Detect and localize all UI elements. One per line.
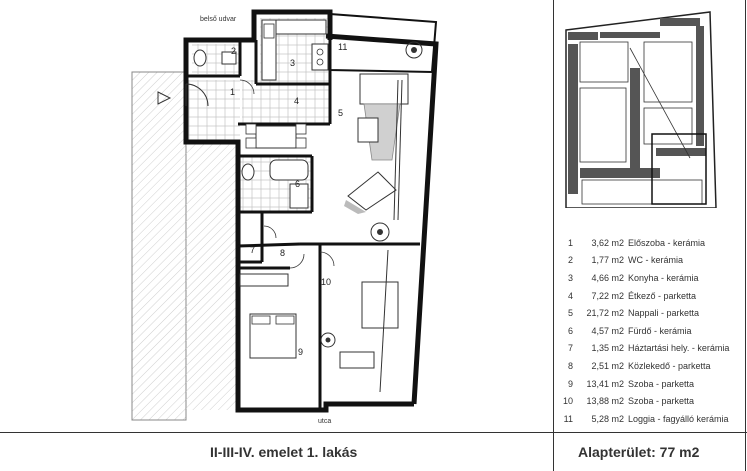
legend-num: 10 — [562, 396, 573, 407]
legend-area: 5,28 m2 — [591, 413, 624, 424]
room-number-2: 2 — [231, 46, 237, 56]
room-number-11: 11 — [338, 42, 348, 52]
frame-vertical-divider — [553, 0, 554, 471]
legend-num: 9 — [567, 378, 573, 389]
courtyard-label: belső udvar — [200, 16, 237, 23]
legend-area: 1,77 m2 — [591, 255, 624, 266]
legend-num: 4 — [567, 290, 573, 301]
neighbour-block-hatch — [132, 72, 186, 420]
frame-horizontal-divider — [0, 432, 747, 433]
frame-right-edge — [745, 0, 746, 471]
legend-num: 1 — [567, 237, 573, 248]
armchair — [358, 118, 378, 142]
room-legend — [560, 234, 742, 428]
legend-desc: Közlekedő - parketta — [628, 360, 711, 371]
legend-area: 4,57 m2 — [591, 325, 624, 336]
legend-desc: Előszoba - kerámia — [628, 237, 706, 248]
legend-row — [560, 269, 742, 287]
room-number-1: 1 — [230, 87, 236, 97]
legend-area: 3,62 m2 — [591, 237, 624, 248]
legend-area: 13,88 m2 — [586, 396, 624, 407]
legend-area: 7,22 m2 — [591, 290, 624, 301]
legend-desc: Háztartási hely. - kerámia — [628, 343, 730, 354]
kitchen-counter-top — [276, 20, 326, 34]
legend-row — [560, 392, 742, 410]
room-number-10: 10 — [321, 277, 332, 287]
bath-toilet — [242, 164, 254, 180]
sofa-living — [360, 74, 408, 104]
lounge-chair — [348, 172, 396, 210]
legend-desc: Étkező - parketta — [628, 290, 697, 301]
apartment-title: II-III-IV. emelet 1. lakás — [210, 444, 358, 460]
legend-row — [560, 357, 742, 375]
total-area: Alapterület: 77 m2 — [578, 444, 700, 460]
dining-table — [256, 126, 296, 148]
wardrobe-room-9 — [240, 274, 288, 286]
bed-room-10 — [362, 282, 398, 328]
site-plan-thumbnail — [560, 8, 720, 208]
room-number-8: 8 — [280, 248, 286, 258]
legend-num: 5 — [567, 308, 573, 319]
stove — [312, 44, 328, 70]
legend-row — [560, 375, 742, 393]
legend-desc: Szoba - parketta — [628, 396, 695, 407]
legend-desc: Konyha - kerámia — [628, 272, 699, 283]
toilet-wc — [194, 50, 206, 66]
kitchen-sink — [264, 24, 274, 38]
room-number-6: 6 — [295, 179, 301, 189]
bathtub — [270, 160, 308, 180]
legend-desc: Nappali - parketta — [628, 308, 700, 319]
legend-num: 6 — [567, 325, 573, 336]
dining-tile-floor — [242, 80, 330, 124]
legend-num: 2 — [567, 255, 573, 266]
legend-row — [560, 234, 742, 252]
legend-row — [560, 252, 742, 270]
legend-num: 7 — [567, 343, 573, 354]
room-number-7: 7 — [250, 245, 256, 255]
legend-area: 2,51 m2 — [591, 360, 624, 371]
site-plan-drawing — [560, 8, 720, 208]
legend-row — [560, 287, 742, 305]
legend-desc: WC - kerámia — [628, 255, 684, 266]
desk-room-10 — [340, 352, 374, 368]
legend-row — [560, 322, 742, 340]
legend-desc: Szoba - parketta — [628, 378, 695, 389]
street-label: utca — [318, 418, 332, 425]
legend-area: 21,72 m2 — [586, 308, 624, 319]
legend-row — [560, 304, 742, 322]
legend-area: 4,66 m2 — [591, 272, 624, 283]
legend-num: 11 — [563, 413, 573, 424]
legend-row — [560, 410, 742, 428]
room-number-9: 9 — [298, 347, 304, 357]
legend-num: 8 — [567, 360, 573, 371]
legend-area: 1,35 m2 — [591, 343, 624, 354]
room-number-5: 5 — [338, 108, 344, 118]
room-number-4: 4 — [294, 96, 300, 106]
legend-area: 13,41 m2 — [586, 378, 624, 389]
room-number-3: 3 — [290, 58, 296, 68]
legend-num: 3 — [567, 272, 573, 283]
left-building-hatch — [186, 122, 236, 410]
legend-row — [560, 340, 742, 358]
legend-desc: Loggia - fagyálló kerámia — [628, 413, 729, 424]
legend-desc: Fürdő - kerámia — [628, 325, 692, 336]
